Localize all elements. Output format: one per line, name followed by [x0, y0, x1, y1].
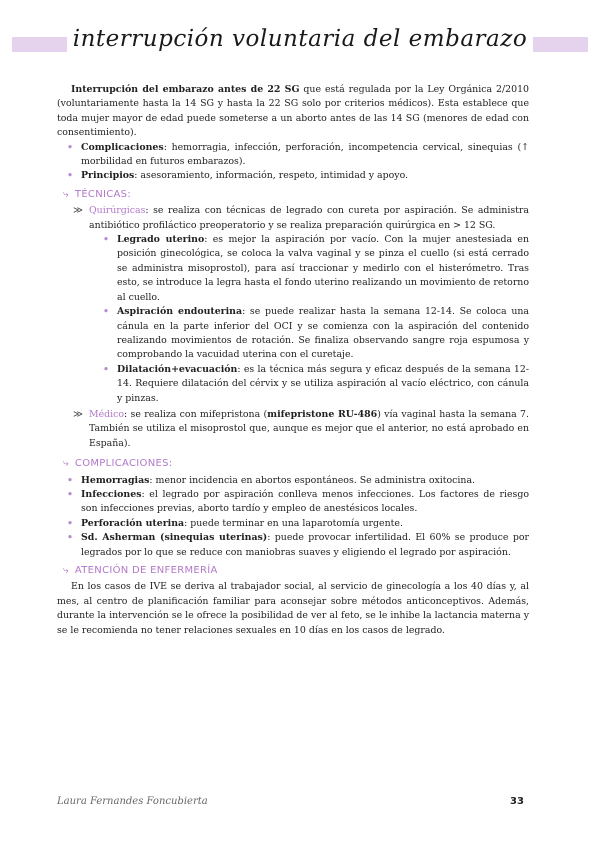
- list-item: • Sd. Asherman (sinequias uterinas): puede provocar infertilidad. El 60% se produce por legrados por lo que se reduce con maniobras suaves y eligiendo el legrado por aspiración.: [57, 531, 529, 560]
- curly-arrow-icon: ⤷: [63, 188, 69, 200]
- page-title: interrupción voluntaria del embarazo: [0, 26, 600, 52]
- subsection-medico: ≫ Médico: se realiza con mifepristona (mifepristone RU-486) vía vaginal hasta la semana 7. También se utiliza el misoprostol que, aunque es mejor que el anterior, no está aprobado en España).: [73, 408, 529, 449]
- list-item: • Dilatación+evacuación: es la técnica más segura y eficaz después de la semana 12-14. Requiere dilatación del cérvix y se utiliza aspiración al vacío eléctrico, con cánula y pinzas.: [57, 363, 529, 406]
- quirurgicas-list: [57, 233, 529, 406]
- enfermeria-paragraph: En los casos de IVE se deriva al trabajador social, al servicio de ginecología a los 40 días y, al mes, al centro de planificación familiar para aconsejar sobre métodos anticonceptivos. Además, durante la intervención se le ofrece la posibilidad de ver al feto, se le inhibe la lactancia materna y se le recomienda no tener relaciones sexuales en 10 días en los casos de legrado.: [57, 581, 529, 636]
- footer-author: Laura Fernandes Foncubierta: [57, 796, 208, 807]
- intro-paragraph: Interrupción del embarazo antes de 22 SG que está regulada por la Ley Orgánica 2/2010 (voluntariamente hasta la 14 SG y hasta la 22 SG solo por criterios médicos). Esta establece que toda mujer mayor de edad puede someterse a un aborto antes de las 14 SG (menores de edad con consentimiento).: [57, 84, 529, 139]
- intro-list: [57, 141, 529, 184]
- section-heading-enfermeria: ⤷ ATENCIÓN DE ENFERMERÍA: [63, 565, 218, 576]
- complicaciones-list: [57, 474, 529, 560]
- list-item: • Infecciones: el legrado por aspiración conlleva menos infecciones. Los factores de riesgo son infecciones previas, aborto tardío y empleo de anestésicos locales.: [57, 488, 529, 517]
- list-item: • Perforación uterina: puede terminar en una laparotomía urgente.: [57, 517, 529, 531]
- list-item: • Aspiración endouterina: se puede realizar hasta la semana 12-14. Se coloca una cánula en la parte inferior del OCI y se comienza con la aspiración del contenido realizando movimientos de rotación. Se finaliza observando sangre roja espumosa y comprobando la vacuidad uterina con el curetaje.: [57, 305, 529, 363]
- section-heading-complicaciones: ⤷ COMPLICACIONES:: [63, 458, 173, 470]
- list-item: • Hemorragias: menor incidencia en abortos espontáneos. Se administra oxitocina.: [57, 474, 529, 488]
- double-chevron-icon: ≫: [73, 408, 83, 420]
- document-body: [57, 83, 529, 638]
- section-heading-tecnicas: ⤷ TÉCNICAS:: [63, 188, 131, 200]
- curly-arrow-icon: ⤷: [63, 565, 69, 576]
- list-item: • Complicaciones: hemorragia, infección, perforación, incompetencia cervical, sinequias (↑ morbilidad en futuros embarazos).: [57, 141, 529, 170]
- page-number: 33: [510, 796, 524, 807]
- list-item: • Legrado uterino: es mejor la aspiración por vacío. Con la mujer anestesiada en posición ginecológica, se coloca la valva vaginal y se pinza el cuello (si está cerrado se administra misoprostol), para así traccionar y medirlo con el histerómetro. Tras esto, se introduce la legra hasta el fondo uterino realizando un movimiento de retorno al cuello.: [57, 233, 529, 305]
- list-item: • Principios: asesoramiento, información, respeto, intimidad y apoyo.: [57, 169, 529, 183]
- double-chevron-icon: ≫: [73, 205, 83, 217]
- subsection-quirurgicas: ≫ Quirúrgicas: se realiza con técnicas de legrado con cureta por aspiración. Se administra antibiótico profiláctico preoperatorio y se realiza preparación quirúrgica en > 12 SG.: [73, 205, 529, 231]
- curly-arrow-icon: ⤷: [63, 458, 69, 470]
